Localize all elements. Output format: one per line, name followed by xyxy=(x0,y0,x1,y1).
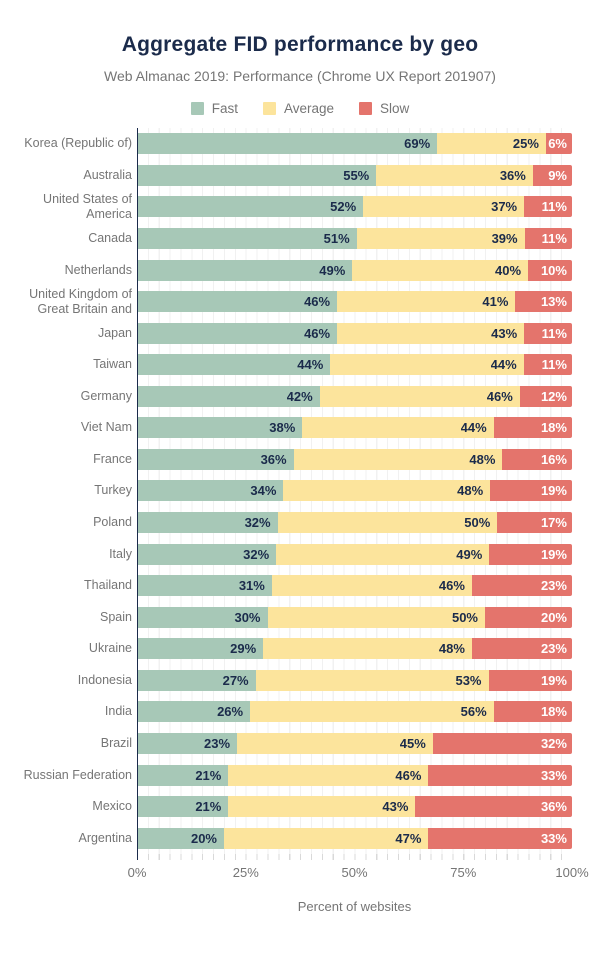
stacked-bar xyxy=(137,512,572,533)
bar-row xyxy=(137,665,572,697)
bar-segment-fast xyxy=(137,544,276,565)
bar-segment-average xyxy=(263,638,472,659)
value-label-average: 41% xyxy=(482,294,509,310)
plot-area xyxy=(137,128,572,854)
bar-row xyxy=(137,633,572,665)
bar-segment-fast xyxy=(137,354,330,375)
value-label-average: 48% xyxy=(457,483,484,499)
value-label-slow: 16% xyxy=(540,451,567,467)
value-label-average: 40% xyxy=(495,262,522,278)
bar-row xyxy=(137,570,572,602)
bar-segment-average xyxy=(228,765,428,786)
bar-segment-fast xyxy=(137,133,437,154)
bar-row xyxy=(137,444,572,476)
value-label-average: 44% xyxy=(490,357,517,373)
bar-segment-fast xyxy=(137,828,224,849)
stacked-bar xyxy=(137,638,572,659)
legend-item-average xyxy=(263,101,334,116)
value-label-fast: 27% xyxy=(222,672,249,688)
bar-segment-slow xyxy=(428,765,572,786)
value-label-fast: 32% xyxy=(244,515,271,531)
value-label-slow: 12% xyxy=(540,388,567,404)
legend-swatch-slow xyxy=(359,102,372,115)
value-label-slow: 13% xyxy=(540,294,567,310)
stacked-bar xyxy=(137,480,572,501)
value-label-slow: 33% xyxy=(540,767,567,783)
value-label-slow: 18% xyxy=(540,704,567,720)
bar-row xyxy=(137,822,572,854)
value-label-slow: 33% xyxy=(540,830,567,846)
category-label: Spain xyxy=(100,609,132,624)
value-label-average: 36% xyxy=(499,167,526,183)
bar-rows xyxy=(137,128,572,854)
value-label-average: 44% xyxy=(460,420,487,436)
x-axis-ticks xyxy=(137,854,572,860)
bar-segment-fast xyxy=(137,765,228,786)
bar-segment-slow xyxy=(489,670,572,691)
value-label-average: 47% xyxy=(395,830,422,846)
x-tick-label: 0% xyxy=(127,865,147,880)
plot-column xyxy=(127,128,589,914)
bar-segment-average xyxy=(294,449,503,470)
value-label-average: 39% xyxy=(491,230,518,246)
bar-segment-fast xyxy=(137,701,250,722)
value-label-fast: 46% xyxy=(304,294,331,310)
value-label-average: 50% xyxy=(451,609,478,625)
value-label-slow: 10% xyxy=(540,262,567,278)
bar-segment-average xyxy=(330,354,523,375)
value-label-average: 49% xyxy=(456,546,483,562)
value-label-slow: 32% xyxy=(540,736,567,752)
bar-segment-slow xyxy=(546,133,572,154)
bar-segment-slow xyxy=(524,354,572,375)
legend-label: Slow xyxy=(380,101,410,116)
value-label-slow: 36% xyxy=(540,799,567,815)
chart-title: Aggregate FID performance by geo xyxy=(121,33,479,56)
bar-segment-slow xyxy=(472,638,572,659)
bar-segment-slow xyxy=(502,449,572,470)
stacked-bar xyxy=(137,165,572,186)
x-axis-tick-labels xyxy=(127,865,589,883)
bar-segment-fast xyxy=(137,196,363,217)
bar-row xyxy=(137,475,572,507)
value-label-average: 37% xyxy=(491,199,518,215)
value-label-slow: 17% xyxy=(540,515,567,531)
stacked-bar xyxy=(137,544,572,565)
value-label-fast: 30% xyxy=(234,609,261,625)
bar-segment-slow xyxy=(494,701,572,722)
bar-row xyxy=(137,128,572,160)
legend-swatch-fast xyxy=(191,102,204,115)
value-label-fast: 32% xyxy=(243,546,270,562)
value-label-fast: 26% xyxy=(217,704,244,720)
value-label-fast: 34% xyxy=(250,483,277,499)
bar-segment-fast xyxy=(137,165,376,186)
category-label: Brazil xyxy=(100,736,132,751)
bar-segment-fast xyxy=(137,449,294,470)
bar-segment-fast xyxy=(137,575,272,596)
category-label: United States of America xyxy=(43,191,132,221)
category-label: Canada xyxy=(88,230,132,245)
bar-segment-average xyxy=(283,480,490,501)
category-label: Korea (Republic of) xyxy=(24,136,132,151)
value-label-fast: 44% xyxy=(297,357,324,373)
bar-segment-average xyxy=(224,828,428,849)
bar-segment-average xyxy=(256,670,489,691)
bar-segment-slow xyxy=(433,733,572,754)
value-label-slow: 19% xyxy=(540,672,567,688)
bar-segment-average xyxy=(276,544,489,565)
value-label-slow: 23% xyxy=(540,578,567,594)
stacked-bar-chart xyxy=(0,128,600,914)
bar-segment-average xyxy=(437,133,546,154)
bar-segment-slow xyxy=(520,386,572,407)
bar-segment-average xyxy=(228,796,415,817)
value-label-fast: 55% xyxy=(343,167,370,183)
stacked-bar xyxy=(137,291,572,312)
bar-segment-slow xyxy=(494,417,572,438)
y-axis-line xyxy=(137,128,138,860)
bar-row xyxy=(137,254,572,286)
category-label: Italy xyxy=(109,546,132,561)
bar-segment-fast xyxy=(137,670,256,691)
value-label-average: 43% xyxy=(382,799,409,815)
bar-row xyxy=(137,507,572,539)
category-label: Turkey xyxy=(94,483,132,498)
bar-segment-average xyxy=(376,165,533,186)
bar-segment-slow xyxy=(472,575,572,596)
bar-segment-slow xyxy=(497,512,572,533)
bar-segment-average xyxy=(268,607,486,628)
value-label-slow: 18% xyxy=(540,420,567,436)
legend-label: Fast xyxy=(211,101,238,116)
category-label: Germany xyxy=(80,388,132,403)
bar-segment-average xyxy=(250,701,494,722)
bar-row xyxy=(137,381,572,413)
value-label-fast: 38% xyxy=(269,420,296,436)
value-label-fast: 52% xyxy=(330,199,357,215)
bar-row xyxy=(137,601,572,633)
legend-item-fast xyxy=(191,101,238,116)
value-label-slow: 11% xyxy=(541,199,567,215)
value-label-slow: 20% xyxy=(540,609,567,625)
stacked-bar xyxy=(137,733,572,754)
bar-segment-fast xyxy=(137,417,302,438)
value-label-average: 45% xyxy=(399,736,426,752)
bar-segment-fast xyxy=(137,323,337,344)
stacked-bar xyxy=(137,417,572,438)
chart-subtitle: Web Almanac 2019: Performance (Chrome UX Report 201907) xyxy=(104,68,496,84)
bar-segment-fast xyxy=(137,796,228,817)
bar-segment-slow xyxy=(524,196,572,217)
legend-item-slow xyxy=(359,101,409,116)
value-label-fast: 49% xyxy=(319,262,346,278)
stacked-bar xyxy=(137,670,572,691)
bar-segment-average xyxy=(352,260,528,281)
x-tick-label: 75% xyxy=(450,865,477,880)
value-label-fast: 42% xyxy=(286,388,313,404)
value-label-average: 50% xyxy=(464,515,491,531)
bar-segment-average xyxy=(272,575,472,596)
category-label: Australia xyxy=(83,167,132,182)
value-label-slow: 19% xyxy=(540,546,567,562)
value-label-average: 56% xyxy=(460,704,487,720)
stacked-bar xyxy=(137,796,572,817)
bar-segment-slow xyxy=(485,607,572,628)
category-label: Ukraine xyxy=(88,641,132,656)
bar-segment-slow xyxy=(524,323,572,344)
bar-row xyxy=(137,759,572,791)
bar-segment-average xyxy=(357,228,525,249)
category-label: India xyxy=(104,704,132,719)
legend-label: Average xyxy=(283,101,335,116)
value-label-slow: 9% xyxy=(548,167,567,183)
stacked-bar xyxy=(137,449,572,470)
stacked-bar xyxy=(137,228,572,249)
value-label-average: 25% xyxy=(512,136,539,152)
bar-segment-average xyxy=(363,196,524,217)
bar-row xyxy=(137,412,572,444)
bar-segment-average xyxy=(278,512,498,533)
value-label-fast: 69% xyxy=(404,136,431,152)
category-label: Poland xyxy=(93,515,132,530)
y-axis-labels xyxy=(0,128,132,854)
bar-row xyxy=(137,223,572,255)
bar-segment-fast xyxy=(137,733,237,754)
category-label: Mexico xyxy=(92,799,132,814)
bar-segment-fast xyxy=(137,607,268,628)
value-label-average: 46% xyxy=(395,767,422,783)
category-label: United Kingdom of Great Britain and xyxy=(29,286,132,316)
value-label-average: 46% xyxy=(486,388,513,404)
value-label-slow: 19% xyxy=(540,483,567,499)
bar-segment-average xyxy=(337,291,515,312)
stacked-bar xyxy=(137,354,572,375)
value-label-fast: 31% xyxy=(238,578,265,594)
bar-segment-fast xyxy=(137,260,352,281)
value-label-average: 53% xyxy=(455,672,482,688)
bar-row xyxy=(137,349,572,381)
bar-segment-slow xyxy=(428,828,572,849)
bar-segment-average xyxy=(337,323,524,344)
category-label: Argentina xyxy=(78,830,132,845)
bar-segment-fast xyxy=(137,512,278,533)
value-label-fast: 29% xyxy=(230,641,257,657)
category-label: Indonesia xyxy=(77,672,132,687)
stacked-bar xyxy=(137,575,572,596)
bar-segment-slow xyxy=(490,480,572,501)
bar-segment-fast xyxy=(137,228,357,249)
value-label-fast: 23% xyxy=(204,736,231,752)
category-label: Japan xyxy=(97,325,132,340)
x-tick-label: 25% xyxy=(232,865,259,880)
category-label: Thailand xyxy=(84,578,132,593)
legend-swatch-average xyxy=(263,102,276,115)
chart-legend xyxy=(0,101,600,116)
bar-segment-fast xyxy=(137,386,320,407)
bar-segment-slow xyxy=(489,544,572,565)
value-label-fast: 21% xyxy=(195,767,222,783)
bar-row xyxy=(137,728,572,760)
bar-segment-slow xyxy=(415,796,572,817)
bar-segment-fast xyxy=(137,291,337,312)
stacked-bar xyxy=(137,323,572,344)
stacked-bar xyxy=(137,765,572,786)
bar-segment-fast xyxy=(137,638,263,659)
bar-segment-fast xyxy=(137,480,283,501)
bar-segment-slow xyxy=(525,228,572,249)
stacked-bar xyxy=(137,386,572,407)
value-label-fast: 20% xyxy=(190,830,217,846)
bar-row xyxy=(137,160,572,192)
value-label-slow: 23% xyxy=(540,641,567,657)
x-axis-title: Percent of websites xyxy=(297,899,412,914)
value-label-slow: 11% xyxy=(541,230,567,246)
bar-segment-average xyxy=(320,386,520,407)
value-label-average: 46% xyxy=(438,578,465,594)
value-label-average: 43% xyxy=(491,325,518,341)
value-label-average: 48% xyxy=(469,451,496,467)
bar-segment-slow xyxy=(528,260,572,281)
category-label: Netherlands xyxy=(64,262,132,277)
bar-row xyxy=(137,286,572,318)
value-label-fast: 51% xyxy=(323,230,350,246)
category-label: Viet Nam xyxy=(80,420,132,435)
stacked-bar xyxy=(137,701,572,722)
stacked-bar xyxy=(137,196,572,217)
value-label-average: 48% xyxy=(438,641,465,657)
bar-row xyxy=(137,538,572,570)
category-label: Taiwan xyxy=(93,357,132,372)
bar-segment-slow xyxy=(533,165,572,186)
value-label-slow: 11% xyxy=(541,325,567,341)
stacked-bar xyxy=(137,133,572,154)
stacked-bar xyxy=(137,607,572,628)
value-label-fast: 46% xyxy=(304,325,331,341)
value-label-fast: 21% xyxy=(195,799,222,815)
bar-row xyxy=(137,317,572,349)
bar-segment-slow xyxy=(515,291,572,312)
bar-segment-average xyxy=(237,733,433,754)
bar-row xyxy=(137,191,572,223)
category-label: Russian Federation xyxy=(23,767,132,782)
category-label: France xyxy=(93,451,132,466)
value-label-slow: 11% xyxy=(541,357,567,373)
x-tick-label: 100% xyxy=(555,865,589,880)
value-label-slow: 6% xyxy=(548,136,567,152)
stacked-bar xyxy=(137,828,572,849)
value-label-fast: 36% xyxy=(260,451,287,467)
bar-row xyxy=(137,791,572,823)
bar-row xyxy=(137,696,572,728)
x-tick-label: 50% xyxy=(341,865,368,880)
stacked-bar xyxy=(137,260,572,281)
bar-segment-average xyxy=(302,417,493,438)
